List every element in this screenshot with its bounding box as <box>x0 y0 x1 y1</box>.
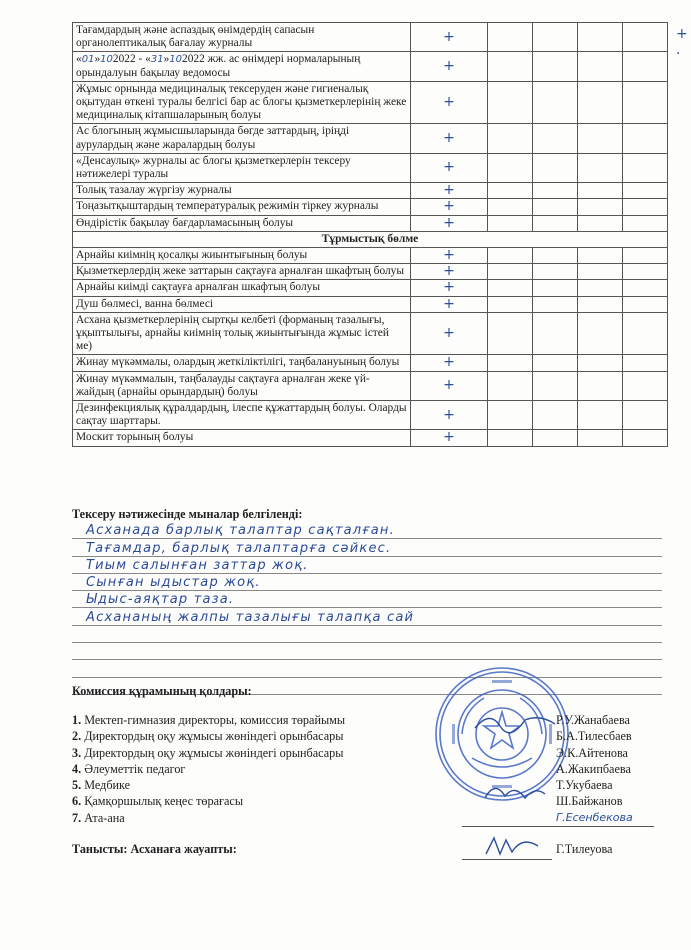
checklist-item-text: Тағамдардың және аспаздық өнімдердің сапасын органолептикалық бағалау журналы <box>73 23 411 52</box>
member-role: Мектеп-гимназия директоры, комиссия төрайымы <box>84 713 346 727</box>
member-row <box>72 761 345 777</box>
empty-cell <box>488 124 533 153</box>
empty-cell <box>488 312 533 355</box>
empty-cell <box>578 248 623 264</box>
checklist-item-text: Толық тазалау жүргізу журналы <box>73 183 411 199</box>
signature-1 <box>470 708 560 738</box>
empty-cell <box>488 355 533 371</box>
check-mark: + <box>411 81 488 124</box>
check-mark: + <box>411 430 488 446</box>
member-row <box>72 777 345 793</box>
empty-cell <box>488 296 533 312</box>
empty-cell <box>533 23 578 52</box>
empty-cell <box>578 371 623 400</box>
checklist-item-text: Душ бөлмесі, ванна бөлмесі <box>73 296 411 312</box>
member-row <box>72 728 345 744</box>
empty-cell <box>578 296 623 312</box>
empty-cell <box>623 124 668 153</box>
check-mark: + <box>411 264 488 280</box>
handwritten-text: Тиым салынған заттар жоқ. <box>86 557 309 573</box>
empty-cell <box>623 401 668 430</box>
empty-cell <box>623 264 668 280</box>
checklist-row <box>73 23 668 52</box>
empty-cell <box>623 248 668 264</box>
checklist-item-text: Асхана қызметкерлерінің сыртқы келбеті (форманың тазалығы, ұқыптылығы, арнайы киімнің толық жиынтығында жұмыс істей ме) <box>73 312 411 355</box>
empty-cell <box>533 215 578 231</box>
check-mark: + <box>411 199 488 215</box>
checklist-item-text: «Денсаулық» журналы ас блогы қызметкерлерін тексеру нәтижелері туралы <box>73 153 411 182</box>
checklist-row <box>73 199 668 215</box>
member-role: Әлеуметтік педагог <box>84 761 186 776</box>
checklist-item-text: Арнайы киімнің қосалқы жиынтығының болуы <box>73 248 411 264</box>
checklist-row <box>73 215 668 231</box>
empty-cell <box>623 23 668 52</box>
checklist-item-text: Москит торының болуы <box>73 430 411 446</box>
empty-cell <box>623 296 668 312</box>
empty-cell <box>488 248 533 264</box>
checklist-item-text: Тоңазытқыштардың температуралық режимін тіркеу журналы <box>73 199 411 215</box>
empty-cell <box>533 296 578 312</box>
empty-cell <box>623 153 668 182</box>
text-part: » <box>163 53 170 66</box>
checklist-row <box>73 430 668 446</box>
results-lines <box>72 522 662 695</box>
checklist-row <box>73 312 668 355</box>
result-line <box>72 591 662 608</box>
text-part: жж. ас өнімдері нормаларының орындалуын бақылау ведомосы <box>76 53 361 79</box>
signature-line-7 <box>462 826 654 827</box>
handwritten-date-part: 10 <box>169 54 183 66</box>
empty-cell <box>533 81 578 124</box>
empty-cell <box>488 153 533 182</box>
empty-cell <box>533 280 578 296</box>
member-role: Директордың оқу жұмысы жөніндегі орынбасары <box>84 745 344 760</box>
empty-cell <box>488 280 533 296</box>
results-heading: Тексеру нәтижесінде мыналар белгіленді: <box>72 507 303 521</box>
empty-cell <box>488 81 533 124</box>
empty-cell <box>488 199 533 215</box>
member-row <box>72 793 345 809</box>
result-line <box>72 574 662 591</box>
check-mark: + <box>411 312 488 355</box>
empty-cell <box>578 23 623 52</box>
check-mark: + <box>411 52 488 81</box>
empty-cell <box>623 280 668 296</box>
section-title: Тұрмыстық бөлме <box>73 231 668 247</box>
result-line <box>72 608 662 625</box>
empty-cell <box>623 81 668 124</box>
checklist-row <box>73 280 668 296</box>
member-number: 5. <box>72 778 82 793</box>
checklist-row <box>73 153 668 182</box>
text-part: « <box>76 53 82 66</box>
member-name: Б.А.Тилесбаев <box>556 729 632 744</box>
empty-cell <box>623 199 668 215</box>
empty-cell <box>578 312 623 355</box>
member-role: Директордың оқу жұмысы жөніндегі орынбасары <box>84 729 344 744</box>
check-mark: + <box>411 153 488 182</box>
signature-line-ack <box>462 859 552 860</box>
handwritten-date-part: 01 <box>81 54 95 66</box>
check-mark: + <box>411 215 488 231</box>
empty-cell <box>533 199 578 215</box>
empty-cell <box>533 312 578 355</box>
empty-cell <box>623 215 668 231</box>
commission-members-list <box>72 712 345 826</box>
member-number: 6. <box>72 794 82 809</box>
signature-5 <box>480 776 550 806</box>
member-name: Ш.Байжанов <box>556 794 623 809</box>
member-number: 1. <box>72 713 82 727</box>
check-mark: + <box>411 23 488 52</box>
checklist-item-text: Ас блогының жұмысшыларында бөгде заттардың, іріңді аурулардың және жаралардың болуы <box>73 124 411 153</box>
member-row <box>72 712 345 728</box>
empty-cell <box>623 355 668 371</box>
checklist-row <box>73 81 668 124</box>
empty-cell <box>533 52 578 81</box>
checklist-item-text: Жинау мүкәммалы, олардың жеткіліктілігі, таңбалануының болуы <box>73 355 411 371</box>
member-name: Э.К.Айтенова <box>556 745 628 760</box>
commission-names-list <box>556 712 633 826</box>
handwritten-text: Сынған ыдыстар жоқ. <box>86 575 261 591</box>
empty-cell <box>578 215 623 231</box>
check-mark: + <box>411 401 488 430</box>
empty-cell <box>578 199 623 215</box>
empty-cell <box>623 371 668 400</box>
section-row <box>73 231 668 247</box>
member-row <box>72 810 345 826</box>
empty-cell <box>578 280 623 296</box>
empty-cell <box>533 183 578 199</box>
empty-cell <box>578 355 623 371</box>
checklist-row <box>73 355 668 371</box>
handwritten-text: Асхананың жалпы тазалығы талапқа сай <box>86 609 415 625</box>
empty-cell <box>533 248 578 264</box>
empty-cell <box>623 430 668 446</box>
handwritten-date-part: 10 <box>100 54 113 66</box>
empty-cell <box>533 401 578 430</box>
text-part: 2022 - « <box>112 53 151 66</box>
member-name: А.Жакипбаева <box>556 761 631 776</box>
check-mark: + <box>411 248 488 264</box>
check-mark: + <box>411 371 488 400</box>
checklist-row <box>73 124 668 153</box>
handwritten-text: Асханада барлық талаптар сақталған. <box>86 523 395 539</box>
empty-cell <box>533 124 578 153</box>
check-mark: + <box>411 280 488 296</box>
empty-cell <box>578 430 623 446</box>
member-row <box>72 745 345 761</box>
empty-cell <box>578 52 623 81</box>
checklist-row <box>73 371 668 400</box>
checklist-row <box>73 264 668 280</box>
member-name: Г.Есенбекова <box>556 810 633 824</box>
checklist-item-text: Қызметкерлердің жеке заттарын сақтауға арналған шкафтың болуы <box>73 264 411 280</box>
empty-cell <box>488 52 533 81</box>
member-role: Қамқоршылық кеңес төрағасы <box>84 794 244 809</box>
checklist-row <box>73 296 668 312</box>
empty-cell <box>533 264 578 280</box>
member-role: Медбике <box>84 778 131 793</box>
checklist-row <box>73 248 668 264</box>
signature-ack <box>482 832 542 862</box>
checklist-table <box>72 22 668 447</box>
text-part: 2022 <box>182 53 205 66</box>
member-name: Т.Укубаева <box>556 778 613 793</box>
result-line <box>72 626 662 643</box>
check-mark: + <box>411 124 488 153</box>
member-number: 4. <box>72 761 82 776</box>
commission-heading: Комиссия құрамының қолдары: <box>72 684 252 698</box>
member-number: 3. <box>72 745 82 760</box>
checklist-item-text: Жұмыс орнында медициналық тексеруден және гигиеналық оқытудан өткені туралы белгісі бар ас блогы қызметкерлерінің жеке медициналық кітапшаларының болуы <box>73 81 411 124</box>
empty-cell <box>533 153 578 182</box>
member-number: 7. <box>72 810 82 825</box>
empty-cell <box>578 124 623 153</box>
empty-cell <box>488 264 533 280</box>
empty-cell <box>488 430 533 446</box>
margin-mark: + . <box>676 26 688 58</box>
checklist-row <box>73 401 668 430</box>
checklist-item-text <box>73 52 411 81</box>
empty-cell <box>578 153 623 182</box>
member-name: Р.У.Жанабаева <box>556 713 630 727</box>
empty-cell <box>623 312 668 355</box>
empty-cell <box>623 52 668 81</box>
empty-cell <box>578 401 623 430</box>
result-line <box>72 557 662 574</box>
check-mark: + <box>411 296 488 312</box>
checklist-item-text: Арнайы киімді сақтауға арналған шкафтың болуы <box>73 280 411 296</box>
member-number: 2. <box>72 729 82 744</box>
empty-cell <box>578 183 623 199</box>
check-mark: + <box>411 355 488 371</box>
empty-cell <box>488 183 533 199</box>
checklist-item-text: Өндірістік бақылау бағдарламасының болуы <box>73 215 411 231</box>
result-line <box>72 643 662 660</box>
empty-cell <box>578 264 623 280</box>
empty-cell <box>488 23 533 52</box>
acknowledged-label: Танысты: Асханаға жауапты: <box>72 842 237 856</box>
handwritten-date-part: 31 <box>150 54 164 66</box>
checklist-row <box>73 52 668 81</box>
empty-cell <box>533 355 578 371</box>
result-line <box>72 660 662 677</box>
empty-cell <box>533 430 578 446</box>
empty-cell <box>488 401 533 430</box>
handwritten-text: Ыдыс-аяқтар таза. <box>86 592 235 608</box>
acknowledged-name: Г.Тилеуова <box>556 842 613 856</box>
text-part: » <box>94 53 101 66</box>
empty-cell <box>488 215 533 231</box>
checklist-row <box>73 183 668 199</box>
empty-cell <box>533 371 578 400</box>
empty-cell <box>488 371 533 400</box>
check-mark: + <box>411 183 488 199</box>
checklist-item-text: Жинау мүкәммалын, таңбалауды сақтауға арналған жеке үй-жайдың (арнайы орындардың) болуы <box>73 371 411 400</box>
handwritten-text: Тағамдар, барлық талаптарға сәйкес. <box>86 540 392 556</box>
result-line <box>72 522 662 539</box>
empty-cell <box>578 81 623 124</box>
result-line <box>72 539 662 556</box>
empty-cell <box>623 183 668 199</box>
member-role: Ата-ана <box>84 810 125 825</box>
checklist-item-text: Дезинфекциялық құралдардың, ілеспе құжаттардың болуы. Оларды сақтау шарттары. <box>73 401 411 430</box>
